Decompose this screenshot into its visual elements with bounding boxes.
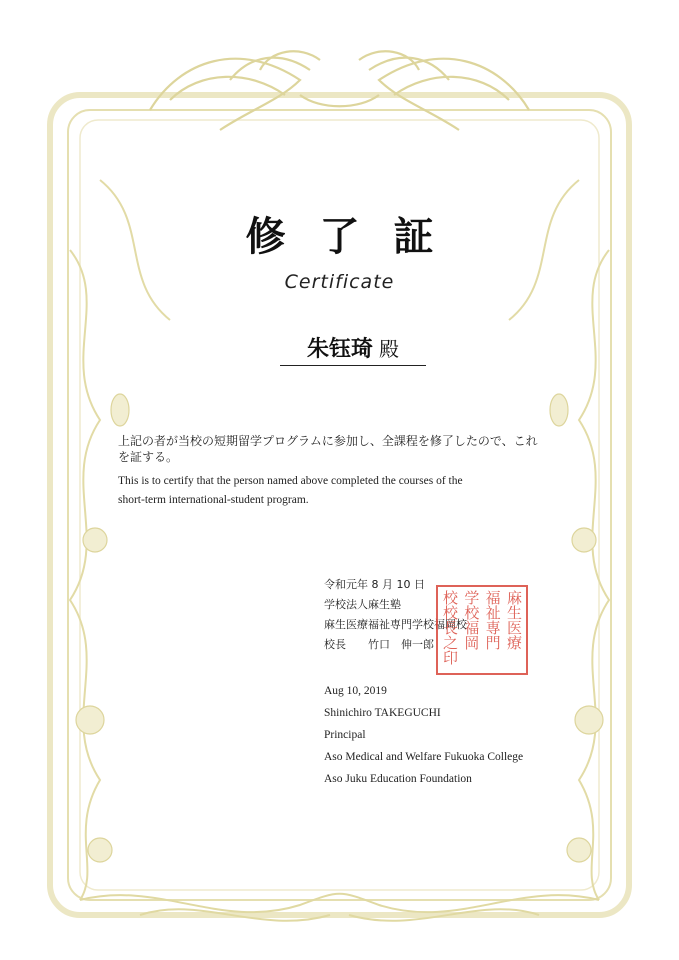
sig-en-college: Aso Medical and Welfare Fukuoka College bbox=[324, 751, 524, 763]
signature-english bbox=[324, 680, 523, 790]
seal-column: 校校長之印 bbox=[441, 590, 459, 665]
sig-jp-name: 竹口 伸一郎 bbox=[368, 638, 434, 651]
sig-en-title: Principal bbox=[324, 729, 366, 741]
official-seal bbox=[436, 585, 528, 675]
seal-column: 学校福岡 bbox=[462, 590, 481, 650]
recipient-name: 朱钰琦 bbox=[306, 336, 373, 362]
recipient-line bbox=[280, 332, 426, 366]
certificate-title: 修了証 bbox=[245, 213, 468, 260]
body-jp-line: 上記の者が当校の短期留学プログラムに参加し、全課程を修了したので、これ bbox=[118, 434, 538, 448]
seal-column: 福祉専門 bbox=[483, 590, 502, 650]
certificate-subtitle: Certificate bbox=[284, 271, 395, 293]
sig-jp-college: 麻生医療福祉専門学校福岡校 bbox=[324, 618, 467, 631]
seal-column: 麻生医療 bbox=[504, 590, 523, 650]
body-text-japanese bbox=[118, 430, 568, 468]
sig-jp-foundation: 学校法人麻生塾 bbox=[324, 598, 401, 611]
body-text-english bbox=[118, 472, 568, 510]
recipient-honorific: 殿 bbox=[379, 337, 399, 361]
body-jp-line: を証する。 bbox=[118, 450, 179, 464]
sig-jp-title: 校長 bbox=[324, 638, 346, 651]
body-en-line: short-term international-student program. bbox=[118, 494, 309, 506]
sig-jp-date: 令和元年 8 月 10 日 bbox=[324, 578, 425, 591]
body-en-line: This is to certify that the person named above completed the courses of the bbox=[118, 475, 463, 487]
sig-en-name: Shinichiro TAKEGUCHI bbox=[324, 707, 441, 719]
sig-en-foundation: Aso Juku Education Foundation bbox=[324, 773, 472, 785]
sig-en-date: Aug 10, 2019 bbox=[324, 685, 387, 697]
